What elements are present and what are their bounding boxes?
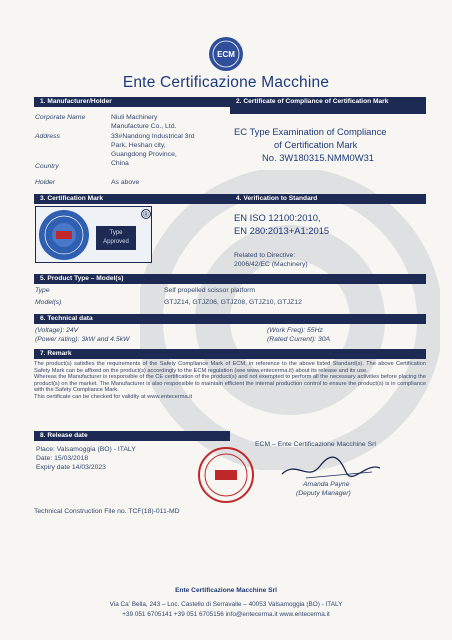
certification-mark-logo-icon (38, 209, 90, 261)
corporate-line-1: Niuli Machinery (111, 114, 158, 121)
footer-company: Ente Certificazione Macchine Srl (175, 587, 277, 594)
section-verification: 4. Verification to Standard (230, 194, 426, 204)
voltage: (Voltage): 24V (35, 327, 79, 334)
expiry-date: Expiry date 14/03/2023 (36, 464, 106, 471)
work-frequency: (Work Freq): 55Hz (267, 327, 323, 334)
address-label: Address (35, 133, 60, 140)
country-label: Country (35, 163, 59, 170)
signer-name: Amanda Payne (303, 481, 350, 488)
section-release: 8. Release date (34, 431, 230, 441)
footer-contacts: +39 051 6705141 +39 051 6705156 info@entecerma.it www.entecerma.it (122, 611, 330, 618)
type-label: Type (35, 287, 50, 294)
address-line-3: Guangdong Province, (111, 151, 177, 158)
country-value: China (111, 160, 129, 167)
corporate-line-2: Manufacture Co., Ltd. (111, 123, 177, 130)
release-date: Date: 15/03/2018 (36, 455, 89, 462)
section-product: 5. Product Type – Model(s) (34, 274, 426, 284)
remark-paragraph-2: Whereas the Manufacturer is responsible of the CE certification of the product(s) and not exempted to perform all the necessary activities before placing the product(s) on the market. The Manufacturer is also responsible to maintain efficient the internal production control to ensure the product(s) is in compliance with the Safety Compliance Mark. (34, 374, 426, 393)
rated-current: (Rated Current): 30A (267, 336, 331, 343)
address-line-1: 33#Nandong Industrical 3rd (111, 133, 195, 140)
remark-text (34, 361, 426, 400)
release-place: Place: Valsamoggia (BO) - ITALY (36, 446, 136, 453)
construction-file: Technical Construction File no. TCF(18)-011-MD (34, 508, 180, 515)
holder-value: As above (111, 179, 140, 186)
address-line-2: Park, Heshan city, (111, 142, 166, 149)
holder-label: Holder (35, 179, 56, 186)
registered-mark: ® (141, 209, 151, 219)
ecm-seal-icon (198, 447, 254, 503)
certificate-line-2: of Certification Mark (274, 139, 358, 150)
power-rating: (Power rating): 3kW and 4.5kW (35, 336, 130, 343)
section-remark: 7. Remark (34, 349, 426, 359)
approved-text: Approved (103, 239, 129, 245)
section-certificate: 2. Certificate of Compliance of Certification Mark (230, 97, 426, 114)
ecm-logo-icon (208, 36, 244, 72)
standard-2: EN 280:2013+A1:2015 (234, 225, 330, 236)
remark-paragraph-3: This certificate can be checked for validity at www.entecerma.it (34, 393, 193, 400)
type-text: Type (109, 230, 123, 236)
remark-paragraph-1: The product(s) satisfies the requirements of the Safety Compliance Mark of ECM, in reference to the above listed Standard(s). The above Certification Safety Mark can be affixed on the product(s) accordingly to the ECM regulation (see www.entecerma.it) about its release and its use. (34, 361, 426, 374)
signature-icon (276, 452, 388, 484)
type-value: Self propelled scissor platform (164, 287, 256, 294)
section-certification-mark: 3. Certification Mark (34, 194, 230, 204)
section-manufacturer: 1. Manufacturer/Holder (34, 97, 230, 107)
directive-line-1: Related to Directive: (234, 252, 296, 259)
page-title: Ente Certificazione Macchine (122, 74, 330, 91)
issuer: ECM – Ente Certificazione Macchine Srl (255, 441, 376, 448)
corporate-label: Corporate Name (35, 114, 86, 121)
section-technical: 6. Technical data (34, 314, 426, 324)
type-approved-badge (96, 226, 136, 250)
footer-address: Via Ca' Bella, 243 – Loc. Castello di Serravalle – 40053 Valsamoggia (BO) - ITALY (109, 601, 343, 608)
standard-1: EN ISO 12100:2010, (234, 212, 321, 223)
signer-role: (Deputy Manager) (296, 490, 351, 497)
model-label: Model(s) (35, 299, 62, 306)
model-value: GTJZ14, GTJZ06, GTJZ08, GTJZ10, GTJZ12 (164, 299, 302, 306)
certificate-number: No. 3W180315.NMM0W31 (262, 152, 375, 163)
logo-text: ECM (217, 50, 235, 59)
directive-line-2: 2006/42/EC (Machinery) (234, 261, 308, 268)
certificate-line-1: EC Type Examination of Compliance (234, 126, 387, 137)
